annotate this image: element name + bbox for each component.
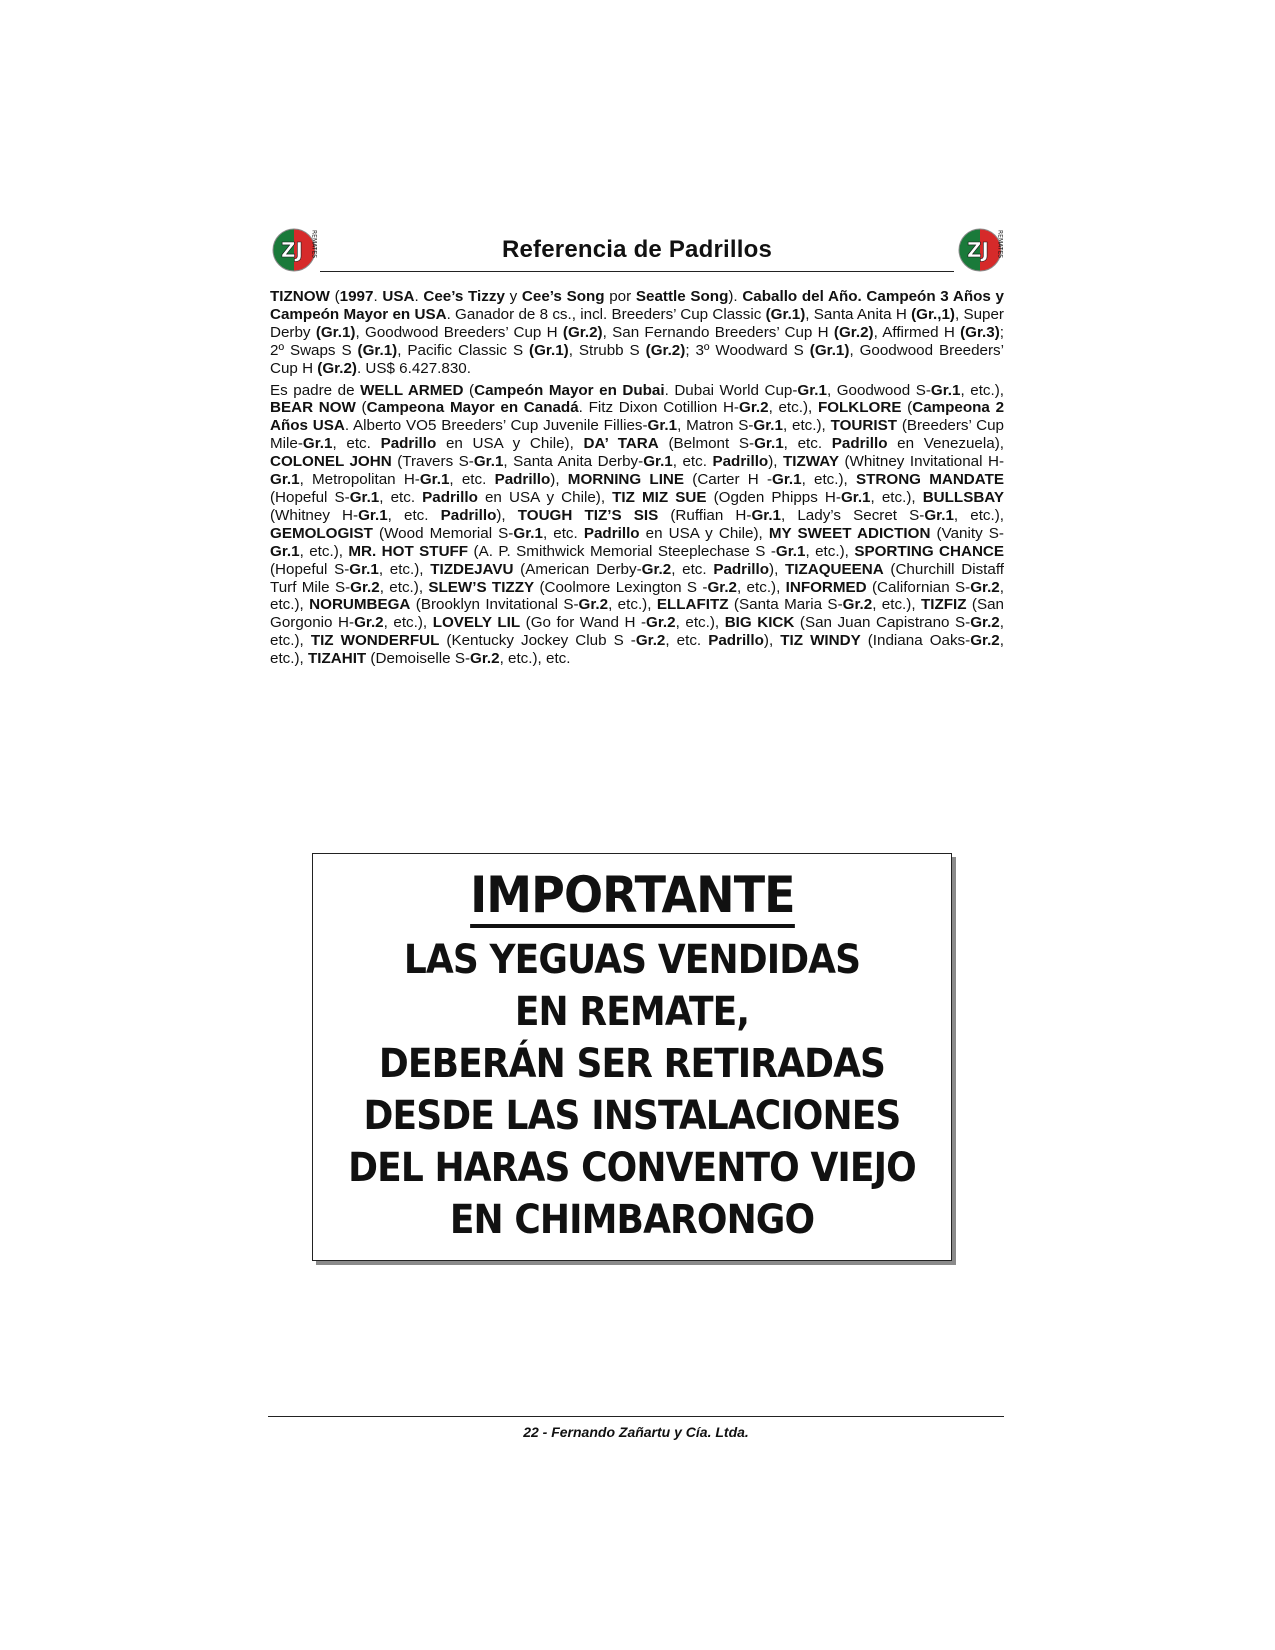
text-run: (Whitney H- — [270, 506, 359, 524]
text-run: , etc. — [332, 435, 381, 453]
text-run: , etc.), — [782, 417, 831, 435]
bold-text-run: Gr.1 — [775, 542, 806, 560]
bold-text-run: TIZ WONDERFUL — [310, 632, 440, 650]
bold-text-run: Gr.1 — [358, 506, 388, 524]
text-run: , etc. — [671, 560, 714, 578]
text-run: . — [373, 288, 383, 305]
text-run: por — [604, 288, 636, 305]
text-run: , Affirmed H — [873, 323, 961, 341]
text-run: (American Derby- — [513, 560, 642, 578]
text-run: . Dubai World Cup- — [664, 381, 798, 399]
bold-text-run: Gr.1 — [840, 488, 871, 506]
text-run: , etc.), — [270, 578, 1004, 614]
text-run: (Go for Wand H - — [520, 614, 647, 632]
text-run: , Super Derby — [270, 305, 1004, 341]
bold-text-run: Gr.1 — [647, 417, 678, 435]
text-run: , etc. — [542, 524, 584, 542]
bold-text-run: TIZDEJAVU — [430, 560, 514, 578]
bold-text-run: Gr.1 — [349, 560, 379, 578]
bold-text-run: Gr.2 — [646, 614, 676, 632]
text-run: (Californian S- — [866, 578, 971, 596]
bold-text-run: TIZ MIZ SUE — [612, 488, 707, 506]
text-run: (Ogden Phipps H- — [706, 488, 841, 506]
bold-text-run: SLEW’S TIZZY — [428, 578, 535, 596]
bold-text-run: Gr.2 — [970, 632, 1000, 650]
bold-text-run: Gr.2 — [739, 399, 769, 417]
svg-text:ZJ: ZJ — [281, 238, 303, 262]
important-notice-box — [312, 853, 952, 1261]
text-run: , etc. — [665, 632, 709, 650]
bold-text-run: (Gr.2) — [562, 323, 603, 341]
bold-text-run: Gr.2 — [470, 650, 500, 668]
zj-remates-logo-icon — [956, 226, 1004, 274]
bold-text-run: Gr.1 — [797, 381, 827, 399]
notice-line: EN CHIMBARONGO — [449, 1197, 815, 1243]
bold-text-run: SPORTING CHANCE — [854, 542, 1005, 560]
bold-text-run: Padrillo — [712, 453, 769, 471]
text-run: ), — [763, 632, 781, 650]
text-run: (Belmont S- — [658, 435, 755, 453]
text-run: , etc.), — [768, 399, 818, 417]
text-run: , etc.), — [801, 471, 856, 489]
text-run: , Lady’s Secret S- — [781, 506, 925, 524]
bold-text-run: (Gr.1) — [809, 341, 850, 359]
bold-text-run: Caballo del Año. Campeón 3 Años y Campeón Mayor en USA — [270, 288, 1004, 323]
bold-text-run: Padrillo — [380, 435, 437, 453]
text-run: , Goodwood S- — [826, 381, 931, 399]
text-run: , etc.), — [870, 488, 923, 506]
bold-text-run: (Gr.2) — [317, 359, 357, 377]
text-run: , etc.), — [378, 560, 431, 578]
bold-text-run: COLONEL JOHN — [270, 453, 392, 471]
text-run: , etc.), — [270, 632, 1004, 668]
bold-text-run: TIZNOW — [270, 288, 330, 305]
bold-text-run: Padrillo — [831, 435, 888, 453]
text-run: , etc.), — [608, 596, 657, 614]
text-run: ). — [728, 288, 743, 305]
bold-text-run: (Gr.1) — [357, 341, 398, 359]
bold-text-run: Gr.2 — [970, 614, 1000, 632]
notice-line: DESDE LAS INSTALACIONES — [363, 1093, 901, 1139]
text-run: , Strubb S — [568, 341, 646, 359]
text-run: . Ganador de 8 cs., incl. Breeders’ Cup Classic — [446, 305, 766, 323]
text-run: , etc. — [379, 488, 423, 506]
text-run: ), — [550, 471, 568, 489]
bold-text-run: ELLAFITZ — [656, 596, 729, 614]
text-run: ( — [355, 399, 367, 417]
bold-text-run: (Gr.,1) — [911, 305, 955, 323]
text-run: (Carter H - — [684, 471, 772, 489]
text-run: , etc.), — [270, 614, 1004, 650]
text-run: ), — [768, 453, 783, 471]
text-run: ), — [769, 560, 785, 578]
text-run: . Fitz Dixon Cotillion H- — [578, 399, 739, 417]
svg-text:REMATES: REMATES — [996, 230, 1004, 259]
text-run: . US$ 6.427.830. — [356, 359, 471, 377]
bold-text-run: NORUMBEGA — [309, 596, 411, 614]
text-run: , etc.), — [737, 578, 786, 596]
text-run: Es padre de — [270, 381, 361, 399]
bold-text-run: 1997 — [339, 288, 374, 305]
bold-text-run: Padrillo — [440, 506, 497, 524]
bold-text-run: BULLSBAY — [922, 488, 1004, 506]
text-run: (Brooklyn Invitational S- — [410, 596, 579, 614]
bold-text-run: Campeona Mayor en Canadá — [366, 399, 579, 417]
bold-text-run: Gr.2 — [707, 578, 737, 596]
text-run: , Pacific Classic S — [397, 341, 530, 359]
bold-text-run: TOURIST — [830, 417, 897, 435]
text-run: , etc. — [783, 435, 832, 453]
text-run: , Santa Anita H — [805, 305, 912, 323]
text-run: , etc.), — [383, 614, 433, 632]
footer-rule — [268, 1416, 1004, 1417]
bold-text-run: GEMOLOGIST — [270, 524, 373, 542]
text-run: ; 3º Woodward S — [685, 341, 810, 359]
bold-text-run: MR. HOT STUFF — [348, 542, 469, 560]
bold-text-run: BIG KICK — [724, 614, 795, 632]
bold-text-run: LOVELY LIL — [432, 614, 521, 632]
text-run: , etc.), — [953, 506, 1005, 524]
text-run: (Kentucky Jockey Club S - — [439, 632, 636, 650]
text-run: en USA y Chile), — [477, 488, 613, 506]
text-run: ; 2º Swaps S — [270, 323, 1004, 359]
text-run: , Goodwood Breeders’ Cup H — [355, 323, 563, 341]
bold-text-run: Padrillo — [708, 632, 764, 650]
text-run: , etc.), — [299, 542, 349, 560]
bold-text-run: BEAR NOW — [270, 399, 356, 417]
bold-text-run: Padrillo — [494, 471, 551, 489]
bold-text-run: (Gr.3) — [960, 323, 1000, 341]
bold-text-run: (Gr.2) — [833, 323, 874, 341]
text-run: , etc. — [672, 453, 713, 471]
svg-text:ZJ: ZJ — [967, 238, 989, 262]
text-run: (Churchill Distaff Turf Mile S- — [270, 560, 1004, 596]
bold-text-run: Seattle Song — [635, 288, 729, 305]
bold-text-run: Gr.1 — [754, 435, 784, 453]
zj-remates-logo-icon — [270, 226, 318, 274]
bold-text-run: TIZ WINDY — [780, 632, 861, 650]
text-run: , etc.), etc. — [499, 650, 571, 668]
text-run: (A. P. Smithwick Memorial Steeplechase S - — [468, 542, 776, 560]
text-run: (Santa Maria S- — [728, 596, 843, 614]
notice-line: DEL HARAS CONVENTO VIEJO — [348, 1145, 916, 1191]
bold-text-run: Padrillo — [583, 524, 640, 542]
bold-text-run: Gr.2 — [578, 596, 609, 614]
notice-lines — [313, 934, 951, 1246]
text-run: . — [414, 288, 424, 305]
bold-text-run: Gr.2 — [970, 578, 1000, 596]
text-run: , etc.), — [960, 381, 1005, 399]
bold-text-run: STRONG MANDATE — [856, 471, 1005, 489]
text-run: , etc.), — [872, 596, 921, 614]
bold-text-run: Gr.1 — [643, 453, 673, 471]
page-header — [270, 226, 1004, 274]
sire-reference-text — [270, 288, 1004, 672]
text-run: (Coolmore Lexington S - — [534, 578, 708, 596]
bold-text-run: Gr.1 — [513, 524, 543, 542]
text-run: , etc. — [449, 471, 495, 489]
text-run: , etc. — [387, 506, 441, 524]
text-run: en Venezuela), — [887, 435, 1004, 453]
text-run: , etc.), — [675, 614, 725, 632]
bold-text-run: INFORMED — [785, 578, 867, 596]
bold-text-run: MY SWEET ADICTION — [768, 524, 931, 542]
text-run: , Goodwood Breeders’ Cup H — [270, 341, 1005, 377]
bold-text-run: TIZAHIT — [307, 650, 367, 668]
bold-text-run: WELL ARMED — [360, 381, 464, 399]
text-run: (Demoiselle S- — [366, 650, 471, 668]
text-run: (Wood Memorial S- — [372, 524, 514, 542]
text-run: en USA y Chile), — [436, 435, 584, 453]
text-run: , etc.), — [379, 578, 429, 596]
bold-text-run: Gr.1 — [751, 506, 781, 524]
bold-text-run: TIZFIZ — [920, 596, 967, 614]
text-run: (Hopeful S- — [270, 560, 350, 578]
text-run: (Hopeful S- — [270, 488, 350, 506]
bold-text-run: Padrillo — [713, 560, 770, 578]
bold-text-run: (Gr.1) — [315, 323, 356, 341]
bold-text-run: Gr.1 — [302, 435, 333, 453]
bold-text-run: USA — [382, 288, 415, 305]
bold-text-run: Campeón Mayor en Dubai — [474, 381, 665, 399]
bold-text-run: DA’ TARA — [583, 435, 659, 453]
bold-text-run: Gr.1 — [753, 417, 783, 435]
bold-text-run: Gr.2 — [635, 632, 666, 650]
text-run: (Indiana Oaks- — [860, 632, 971, 650]
text-run: , San Fernando Breeders’ Cup H — [602, 323, 834, 341]
bold-text-run: (Gr.1) — [765, 305, 806, 323]
text-run: (San Gorgonio H- — [270, 596, 1004, 632]
bold-text-run: MORNING LINE — [567, 471, 685, 489]
notice-line: LAS YEGUAS VENDIDAS — [403, 937, 861, 983]
text-run: ( — [901, 399, 913, 417]
bold-text-run: Cee’s Tizzy — [423, 288, 505, 305]
text-run: (Travers S- — [391, 453, 474, 471]
text-run: , etc.), — [805, 542, 855, 560]
bold-text-run: Gr.1 — [924, 506, 954, 524]
notice-line: DEBERÁN SER RETIRADAS — [378, 1041, 886, 1087]
notice-line: EN REMATE, — [514, 989, 750, 1035]
text-run: y — [504, 288, 522, 305]
bold-text-run: Gr.1 — [419, 471, 450, 489]
bold-text-run: Gr.1 — [270, 471, 300, 489]
text-run: , Santa Anita Derby- — [503, 453, 644, 471]
bold-text-run: Gr.2 — [354, 614, 384, 632]
text-run: (Breeders’ Cup Mile- — [270, 417, 1004, 453]
bold-text-run: TIZWAY — [782, 453, 839, 471]
bold-text-run: Gr.2 — [350, 578, 380, 596]
offspring-paragraph — [270, 382, 1004, 669]
text-run: ), — [496, 506, 518, 524]
text-run: (San Juan Capistrano S- — [794, 614, 971, 632]
bold-text-run: TIZAQUEENA — [784, 560, 884, 578]
bold-text-run: Gr.2 — [842, 596, 873, 614]
text-run: , Matron S- — [677, 417, 754, 435]
text-run: (Whitney Invitational H- — [838, 453, 1005, 471]
text-run: (Ruffian H- — [658, 506, 752, 524]
text-run: ( — [329, 288, 340, 305]
bold-text-run: Gr.1 — [772, 471, 802, 489]
bold-text-run: Gr.1 — [473, 453, 504, 471]
bold-text-run: (Gr.2) — [645, 341, 686, 359]
notice-title: IMPORTANTE — [470, 866, 795, 928]
bold-text-run: FOLKLORE — [817, 399, 902, 417]
sire-description-paragraph — [270, 288, 1004, 378]
bold-text-run: Gr.1 — [270, 542, 300, 560]
bold-text-run: Padrillo — [422, 488, 478, 506]
bold-text-run: Gr.1 — [930, 381, 961, 399]
bold-text-run: Cee’s Song — [521, 288, 605, 305]
bold-text-run: Campeona 2 Años USA — [270, 399, 1005, 435]
text-run: . Alberto VO5 Breeders’ Cup Juvenile Fillies- — [344, 417, 648, 435]
svg-text:REMATES: REMATES — [310, 230, 318, 259]
bold-text-run: TOUGH TIZ’S SIS — [517, 506, 659, 524]
text-run: (Vanity S- — [930, 524, 1004, 542]
page-title: Referencia de Padrillos — [501, 236, 773, 263]
text-run: ( — [463, 381, 475, 399]
bold-text-run: (Gr.1) — [529, 341, 569, 359]
text-run: , Metropolitan H- — [299, 471, 420, 489]
bold-text-run: Gr.1 — [349, 488, 380, 506]
text-run: en USA y Chile), — [639, 524, 769, 542]
header-rule — [320, 271, 954, 272]
bold-text-run: Gr.2 — [641, 560, 672, 578]
page-footer: 22 - Fernando Zañartu y Cía. Ltda. — [523, 1424, 749, 1440]
